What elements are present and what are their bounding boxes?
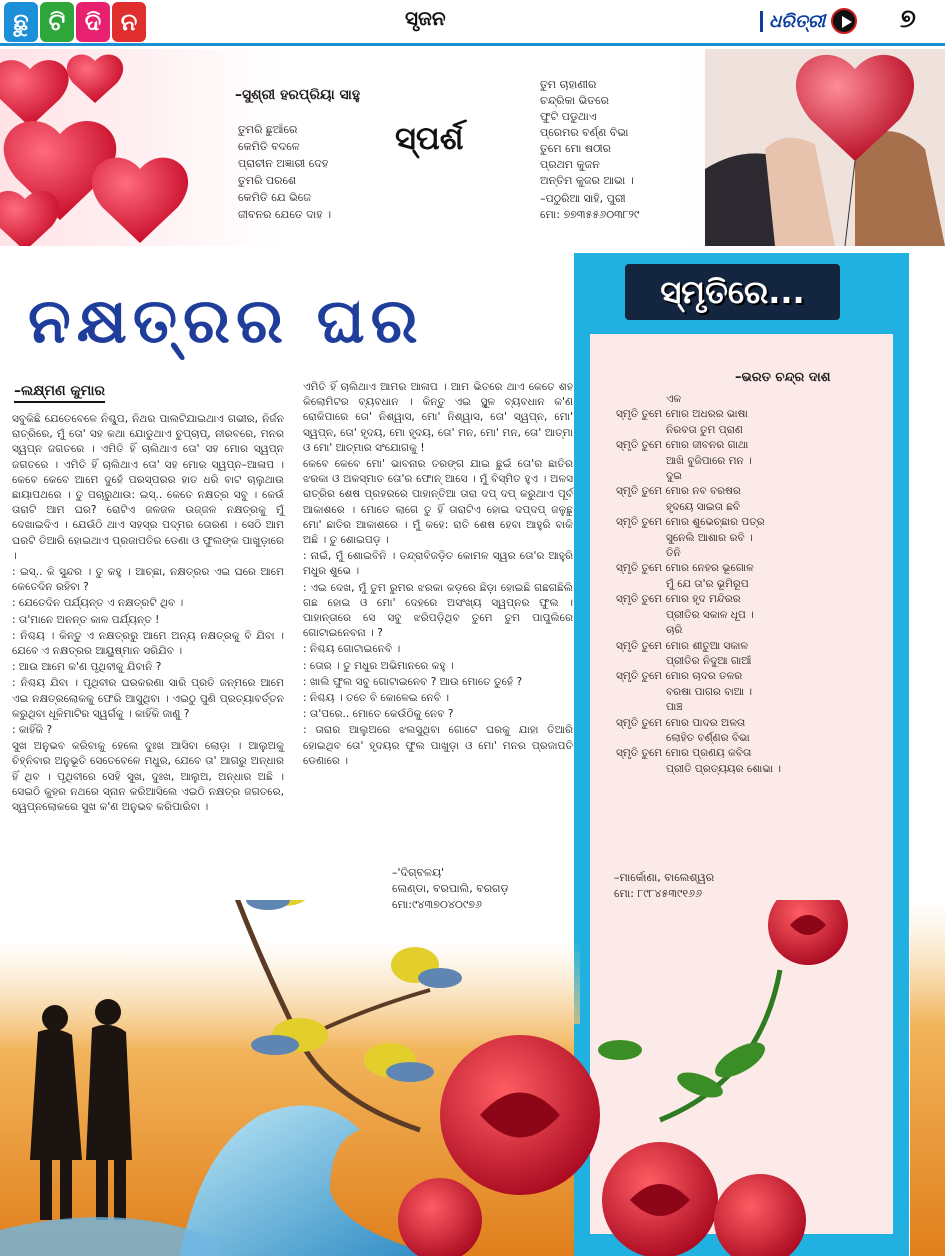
poem-line: ଆଖି ବୁଜିପାରେ ମନ । bbox=[666, 454, 752, 467]
story-paragraph: : ଖାଲି ଫୁଲ ସବୁ ଗୋଟାଇନେବ ? ଆଉ ମୋତେ ତୁହେଁ ? bbox=[303, 675, 523, 688]
poem-stanza-left bbox=[238, 121, 331, 223]
page-header bbox=[0, 0, 945, 46]
brand-tile: ନ bbox=[112, 2, 146, 42]
poem-line: ସ୍ମୃତି ତୁମେ ମୋର ପ୍ରଣୟ କବିତା bbox=[616, 747, 752, 760]
rose-icon bbox=[440, 1035, 600, 1195]
poem-line: ଏକ bbox=[666, 393, 682, 405]
story-paragraph: : ତାରାର ଆଲୁଅରେ ଝଲସୁଥିବା ଗୋଟେ ଘରକୁ ଯାହା ତିଆରି ହୋଇଥିବ ତୋ' ହୃଦୟର ଫୁଲ ପାଖୁଡ଼ା ଓ ମୋ' ମନର ପ୍ରଜାପତି ଡେଣାରେ । bbox=[303, 724, 573, 767]
poem-line: ତିନି bbox=[666, 547, 681, 560]
poem-line: ଲୋହିତ ବର୍ଣ୍ଣର ବିଭା bbox=[666, 731, 750, 744]
brand-tile: ଛୁ bbox=[4, 2, 38, 42]
poem-line: ସ୍ମୃତି ତୁମେ ମୋର ଶୁଭେଚ୍ଛାର ପତ୍ର bbox=[616, 516, 765, 529]
signature-place: –'ଦିଗ୍‌ବଳୟ' bbox=[392, 866, 445, 879]
signature-phone: ମୋ: ୮୯୮୪୫୩୯୧୬୬ bbox=[614, 887, 702, 900]
brand-tile: ଟି bbox=[40, 2, 74, 42]
story-paragraph: ଏମିତି ହିଁ ଚାଲିଥାଏ ଆମର ଆଳାପ । ଆମ ଭିତରେ ଥାଏ କେତେ ଶହ କିଲୋମିଟର ବ୍ୟବଧାନ । କିନ୍ତୁ ଏଇ ସ୍ଥୂଳ ବ୍ୟବଧାନ କ'ଣ ରୋକିପାରେ ତୋ' ନିଶ୍ୱାସ, ମୋ' ନିଶ୍ୱାସ, ତୋ' ସ୍ୱପ୍ନ, ମୋ' ସ୍ୱପ୍ନ, ତୋ' ହୃଦୟ, ମୋ ହୃଦୟ, ତୋ' ମନ, ମୋ' ମନ, ତୋ' ଆତ୍ମା ଓ ମୋ' ଆତ୍ମାର ସଂଯୋଗକୁ ! bbox=[303, 381, 573, 454]
hearts-illustration bbox=[0, 49, 210, 246]
poem-author: –ସୁଶ୍ରୀ ହରପ୍ରିୟା ସାହୁ bbox=[235, 87, 361, 103]
story-paragraph: : କାହିଁକି ? bbox=[12, 724, 53, 737]
poem-stanza-right bbox=[540, 77, 640, 223]
memory-poem-signature bbox=[614, 870, 714, 902]
romantic-artwork bbox=[0, 900, 945, 1256]
story-paragraph: ସବୁକିଛି ଯେତେବେଳେ ନିଶ୍ଚୁପ, ନିଥର ପାଲଟିଯାଇଥାଏ ଗଭୀର, ନିର୍ଜନ ରାତ୍ରିରେ, ମୁଁ ତୋ' ସହ କଥା ଯୋଡୁଥାଏ ଚୁପ୍‌ଚାପ୍, ନୀରବରେ, ମନର ସ୍ୱପ୍ନ ଜଗତରେ । ଏମିତି ହିଁ ଚାଲିଥାଏ ତୋ' ସହ ମୋର ସ୍ୱପ୍ନ ଜଗତରେ । ଏମିତି ହିଁ ଚାଲିଥାଏ ତୋ' ସହ ମୋର ସ୍ୱପ୍ନ–ଆଳାପ । କେବେ କେବେ ଆମେ ଦୁହେଁ ପରସ୍ପରର ହାତ ଧରି ବାଟ ଚାଲୁଥାଉ ଛାୟାପଥରେ । ତୁ ପଚାରୁଥାଉ: ଇସ୍.. କେତେ ନକ୍ଷତ୍ର ସବୁ । କେଉଁ ତାରାଟି ଆମ ଘର? ରୋଟିଏ ଜଳଜଳ ଉଜ୍ଜଳ ନକ୍ଷତ୍ରକୁ ମୁଁ ଦେଖାଇଦିଏ । ଯେଉଁଠି ଥାଏ ସହସ୍ର ପଦ୍ମର ତୋରଣ । ସେଠି ଆମ ଘରଟି ତିଆରି ହୋଇଥାଏ ପ୍ରଜାପତିର ଡେଣା ଓ ଫୁଲଙ୍କ ପାଖୁଡ଼ାରେ । bbox=[12, 413, 284, 562]
section-title: ସୃଜନ bbox=[405, 6, 446, 30]
bird-icon bbox=[246, 900, 311, 910]
story-paragraph: : ନିଶ୍ଚୟ । କିନ୍ତୁ ଏ ନକ୍ଷତ୍ରରୁ ଆମେ ଅନ୍ୟ ନକ୍ଷତ୍ରକୁ ବି ଯିବା । ଯେବେ ଏ ନକ୍ଷତ୍ରର ଆୟୁଷ୍ମାନ ସରିଯିବ । bbox=[12, 629, 284, 658]
memory-poem-author: –ଭରତ ଚନ୍ଦ୍ର ଦାଶ bbox=[735, 370, 831, 385]
poem-phone: ମୋ: ୭୭୩୫୫୬୦୩୮୨୯ bbox=[540, 208, 640, 221]
poem-line: ଜୀବନର ଯେତେ ଦାହ । bbox=[238, 208, 332, 221]
poem-line: ମୁଁ ଯେ ତା'ର ଭୂମିରୂପ bbox=[666, 577, 749, 590]
story-paragraph: : ଆଉ ଆମେ କ'ଣ ପୃଥିବୀକୁ ଯିବାନି ? bbox=[12, 661, 162, 674]
memory-poem-lines bbox=[616, 392, 781, 777]
poem-line: ନିରବତା ତୁମ ପ୍ରାଣ bbox=[666, 423, 743, 436]
poem-line: ଅନ୍ତିମ କୁଜର ଆଭା । bbox=[540, 174, 634, 187]
poem-line: ତୁମରି ପରଶେ bbox=[238, 174, 297, 187]
poem-line: ପାଞ୍ଚ bbox=[666, 701, 683, 714]
play-icon bbox=[831, 8, 857, 34]
memory-poem-title: ସ୍ମୃତିରେ... bbox=[625, 264, 840, 320]
poem-line: ସ୍ମୃତି ତୁମେ ମୋର ଶୀତୁଆ ସକାଳ bbox=[616, 639, 748, 652]
poem-line: ପ୍ରୀତିର ନିଦୁଆ ଗାଆଁ bbox=[666, 654, 752, 667]
poem-line: ପ୍ରାଚୀନ ଅଜ୍ଞାରୀ ଦେହ bbox=[238, 157, 329, 170]
poem-line: ବରଷା ପାଗର ବାଆ । bbox=[666, 685, 752, 698]
story-paragraph: : ନିଶ୍ଚୟ ଯିବା । ପୃଥିବୀର ଘରକରଣା ସାରି ପ୍ରତି ଜନ୍ମରେ ଆମେ ଏଇ ନକ୍ଷତ୍ରଲୋକକୁ ଫେରି ଆସୁଥିବା । ଏଇଠୁ ପୁଣି ପ୍ରତ୍ୟାବର୍ତ୍ତନ କରୁଥିବା ଧୂଳିମାଟିର ସ୍ୱର୍ଗକୁ । କାହିଁକି ଜାଣୁ ? bbox=[12, 677, 284, 720]
story-column-middle bbox=[303, 380, 573, 770]
poem-line: ସ୍ମୃତି ତୁମେ ମୋର ନେହର ଭୂଗୋଳ bbox=[616, 562, 754, 575]
poem-line: ହୃଦୟେ ସାଇତା ଛବି bbox=[666, 500, 741, 513]
poem-address: –ପଠୁରିଆ ସାହି, ପୁରୀ bbox=[540, 192, 626, 205]
story-paragraph: କେବେ କେବେ ମୋ' ଭାବନାର ତରଙ୍ଗ ଯାଇ ଛୁଇଁ ତୋ'ର ଛାତିର ଝରକା ଓ ଅକସ୍ମାତ ତୋ'ର ଫୋନ୍ ଆସେ । ମୁଁ ବିସ୍ମିତ ହୁଏ । ଅଳସ ରାତ୍ରିର ଶେଷ ପ୍ରହରରେ ପାହାନ୍ତିଆ ତାରା ଦପ୍ ଦପ୍ କରୁଥାଏ ପୂର୍ବ ଆକାଶରେ । ମୋତେ ଲାଗେ ତୁ ହିଁ ତାରାଟିଏ ହୋଇ ଦପ୍‌ଦପ୍ ଜଳୁଛୁ ମୋ' ଛାତିର ଆକାଶରେ । ମୁଁ କହେ: ରାତି ଶେଷ ହେବା ଆହୁରି ବାକି ଅଛି । ତୁ ଶୋଇପଡ଼ । bbox=[303, 458, 573, 547]
poem-line: ସ୍ମୃତି ତୁମେ ମୋର ଜୀବନର ଗାଥା bbox=[616, 439, 749, 452]
heart-icon bbox=[0, 191, 59, 246]
poem-line: କେମିତି ବଦଳେ bbox=[238, 140, 300, 153]
heart-icon bbox=[0, 60, 69, 127]
brand-tile: ଦି bbox=[76, 2, 110, 42]
story-paragraph: : ନାଇଁ, ମୁଁ ଶୋଇବିନି । ତନ୍ଦ୍ରାବିଜଡ଼ିତ କୋମଳ ସ୍ୱର ତୋ'ର ଆହୁରି ମଧୁର ଶୁଭେ । bbox=[303, 550, 573, 578]
poem-line: ସୁନେଲି ଆଶାର ରବି । bbox=[666, 531, 753, 544]
poem-line: ସ୍ମୃତି ତୁମେ ମୋର ଚାଦର ତଳର bbox=[616, 670, 743, 683]
story-column-left bbox=[12, 412, 284, 816]
poem-line: ପ୍ରେମର ବର୍ଣ୍ଣ ବିଭା bbox=[540, 126, 629, 139]
story-paragraph: : ନିଶ୍ଚୟ ଗୋଟାଇନେବି । bbox=[303, 643, 401, 656]
rose-icon bbox=[602, 1142, 718, 1256]
poem-line: ତୁମ ଚାହାଣୀର bbox=[540, 78, 597, 91]
heart-icon bbox=[67, 55, 123, 103]
heart-icon bbox=[92, 158, 188, 243]
poem-line: ପ୍ରୀତି ପ୍ରତ୍ୟୟର ଶୋଭା । bbox=[666, 762, 782, 775]
story-paragraph: : ତୋର । ତୁ ମଧୁର ଅଭିମାନରେ କହୁ । bbox=[303, 659, 454, 672]
poem-line: ଚନ୍ଦ୍ରିକା ଭିତରେ bbox=[540, 94, 609, 107]
poem-line: ଫୁଟି ପଡୁଥାଏ bbox=[540, 110, 597, 123]
poem-line: ଚାରି bbox=[666, 624, 683, 637]
couple-balloon-photo bbox=[705, 49, 945, 246]
poem-line: ଦୁଇ bbox=[666, 470, 682, 483]
top-poem-band bbox=[0, 49, 945, 246]
brand-logo bbox=[4, 2, 146, 42]
poem-line: ସ୍ମୃତି ତୁମେ ମୋର ନବ ବରଷର bbox=[616, 485, 741, 498]
poem-title: ସ୍ପର୍ଶ bbox=[395, 119, 464, 157]
signature-address: ଲେଣ୍ଡା, ବରପାଲି, ବରଗଡ଼ bbox=[392, 882, 509, 895]
page-number: ୭ bbox=[900, 4, 916, 34]
masthead bbox=[760, 3, 890, 39]
poem-line: ତୁମେ ମୋ ଷଠୀର bbox=[540, 142, 612, 155]
story-paragraph: : ତା'ପରେ.. ମୋତେ କେଉଁଠିକୁ ନେବ ? bbox=[303, 708, 454, 721]
story-paragraph: : ନିଶ୍ଚୟ । ତତେ ବି କୋଳେଇ ନେବି । bbox=[303, 692, 450, 705]
story-paragraph: : ଯେତେଦିନ ପର୍ଯ୍ୟନ୍ତ ଏ ନକ୍ଷତ୍ରଟି ଥିବ । bbox=[12, 597, 184, 610]
poem-line: କେମିତି ଯେ ଭିଜେ bbox=[238, 191, 311, 204]
story-paragraph: : ଇସ୍.. କି ସୁନ୍ଦର । ତୁ କହୁ । ଆଚ୍ଛା, ନକ୍ଷତ୍ରର ଏଇ ଘରେ ଆମେ କେତେଦିନ ରହିବା ? bbox=[12, 566, 284, 594]
story-paragraph: ସୁଖ ଅନୁଭବ କରିବାକୁ ହେଲେ ଦୁଃଖ ଆସିବା ଲୋଡ଼ା । ଆଲୁଅକୁ ଚିହ୍ନିବାର ଅନୁଭୂତି ସେତେବେଳେ ମଧୁର, ଯେବେ ତା' ଆଗରୁ ଅନ୍ଧାର ହିଁ ଥିବ । ପୃଥିବୀରେ ସେହି ସୁଖ, ଦୁଃଖ, ଆଲୁଅ, ଅନ୍ଧାର ଅଛି । ସେଇଠି କୁହର ନଥରେ ସ୍ନାନ କରିଆସିଲେ ଏଇଠି ନକ୍ଷତ୍ର ଜଗତରେ, ସ୍ୱପ୍ନଲୋକରେ ସୁଖ କ'ଣ ଅନୁଭବ କରିପାରିବା । bbox=[12, 740, 284, 814]
masthead-name: ଧରିତ୍ରୀ bbox=[760, 11, 825, 32]
signature-address: –ମାର୍କୋଣା, ବାଲେଶ୍ୱର bbox=[614, 871, 715, 884]
poem-line: ତୁମରି ଛୁଆଁରେ bbox=[238, 123, 298, 136]
story-paragraph: : ଏଇ ଦେଖ, ମୁଁ ତୁମ ରୁମର ଝରକା କଡ଼ରେ ଛିଡ଼ା ହୋଇଛି ଗଛଗଛିଲି ଗଛ ହୋଇ ଓ ମୋ' ଦେହରେ ଅସଂଖ୍ୟ ସ୍ୱପ୍ନର ଫୁଲ । ପାହାନ୍ତାରେ ସେ ସବୁ ଝରିପଡ଼ିଥିବ ତୁମେ ତୁମ ପାପୁଲିରେ ଗୋଟାଇନେବନା । ? bbox=[303, 581, 573, 640]
poem-line: ପ୍ରଥମ କୁଜନ bbox=[540, 158, 600, 171]
story-paragraph: : ତା'ମାନେ ଅନନ୍ତ କାଳ ପର୍ଯ୍ୟନ୍ତ ! bbox=[12, 613, 160, 626]
poem-line: ସ୍ମୃତି ତୁମେ ମୋର ହୃଦ ମନ୍ଦିରର bbox=[616, 593, 741, 606]
poem-line: ସ୍ମୃତି ତୁମେ ମୋର ପାଦର ଅଳତା bbox=[616, 716, 746, 729]
signature-phone: ମୋ:୯୪୩୭୦୪୦୯୭୬ bbox=[392, 898, 482, 911]
poem-line: ପ୍ରୀତିର ସକାଳ ଧୂପ । bbox=[666, 608, 754, 621]
story-author: –ଲକ୍ଷ୍ମଣ କୁମାର bbox=[14, 383, 105, 403]
story-title: ନକ୍ଷତ୍ରର ଘର bbox=[28, 284, 424, 357]
rose-icon bbox=[768, 900, 848, 965]
poem-line: ସ୍ମୃତି ତୁମେ ମୋର ଅଧରର ଭାଷା bbox=[616, 408, 748, 421]
